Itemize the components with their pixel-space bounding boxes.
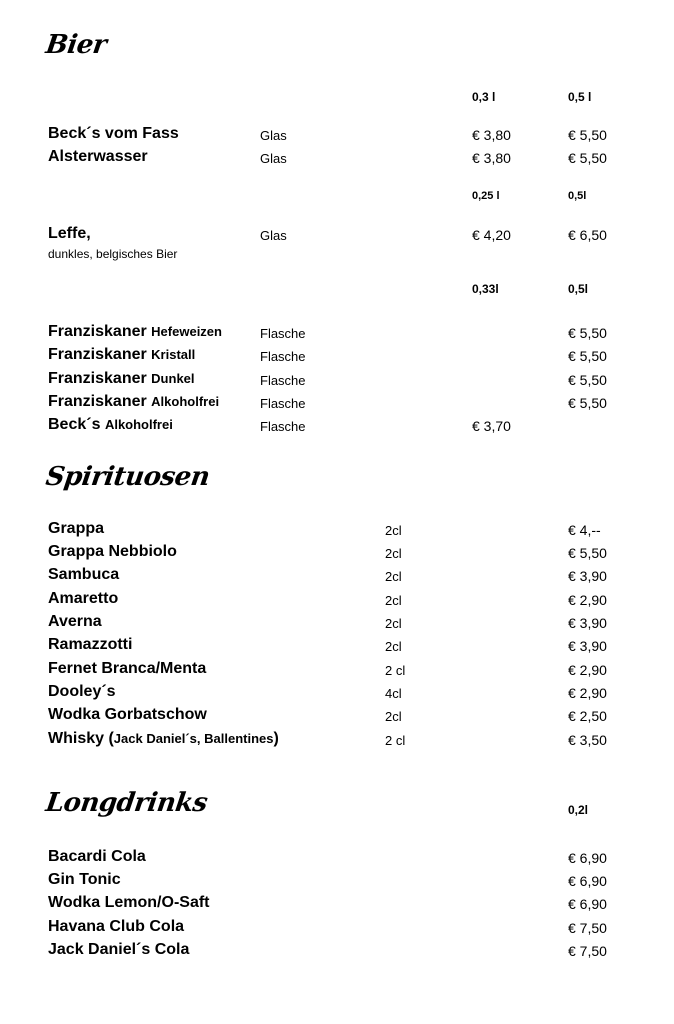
item-name: Bacardi Cola [48,848,146,865]
item-unit: Glas [260,228,287,243]
item-name: Grappa [48,520,105,537]
item-price: € 3,90 [568,615,607,631]
volume-header: 0,2l [568,803,589,817]
volume-header: 0,5l [568,190,587,202]
item-name: Beck´s vom Fass [48,125,179,142]
item-unit: 2cl [385,639,402,654]
item-price: € 5,50 [568,325,607,341]
item-name: Franziskaner Dunkel [48,370,195,387]
item-price: € 3,80 [472,150,511,166]
heading-spirituosen: Spirituosen [43,462,212,492]
item-name: Dooley´s [48,683,116,700]
item-price: € 7,50 [568,943,607,959]
item-price: € 6,90 [568,850,607,866]
item-name: Beck´s Alkoholfrei [48,416,173,433]
item-unit: 2cl [385,593,402,608]
item-price: € 5,50 [568,395,607,411]
item-price: € 3,50 [568,732,607,748]
item-unit: 4cl [385,686,402,701]
item-price: € 2,50 [568,708,607,724]
item-name: Franziskaner Alkoholfrei [48,393,220,410]
item-name: Franziskaner Kristall [48,346,196,363]
item-unit: 2cl [385,546,402,561]
item-name: Leffe, [48,225,91,242]
item-name: Averna [48,613,102,630]
item-name: Alsterwasser [48,148,148,165]
item-unit: 2cl [385,523,402,538]
item-price: € 5,50 [568,150,607,166]
item-unit: 2cl [385,616,402,631]
item-name: Ramazzotti [48,636,133,653]
volume-header: 0,5l [568,282,589,296]
item-unit: Flasche [260,373,306,388]
item-description: dunkles, belgisches Bier [48,247,178,261]
item-price: € 2,90 [568,662,607,678]
volume-header: 0,3 l [472,90,496,104]
item-unit: 2 cl [385,663,406,678]
item-unit: 2cl [385,709,402,724]
item-price: € 2,90 [568,685,607,701]
heading-bier: Bier [43,30,109,60]
item-unit: Glas [260,128,287,143]
item-price: € 5,50 [568,348,607,364]
item-name: Wodka Gorbatschow [48,706,207,723]
item-unit: Glas [260,151,287,166]
item-price: € 3,90 [568,638,607,654]
item-unit: Flasche [260,349,306,364]
item-price: € 4,20 [472,227,511,243]
item-price: € 5,50 [568,545,607,561]
volume-header: 0,33l [472,282,499,296]
item-name: Grappa Nebbiolo [48,543,177,560]
item-unit: 2 cl [385,733,406,748]
item-price: € 3,90 [568,568,607,584]
item-price: € 5,50 [568,127,607,143]
item-name: Wodka Lemon/O-Saft [48,894,210,911]
item-name: Havana Club Cola [48,918,185,935]
item-unit: Flasche [260,419,306,434]
item-price: € 4,-- [568,522,601,538]
item-price: € 6,90 [568,873,607,889]
item-price: € 3,70 [472,418,511,434]
item-unit: 2cl [385,569,402,584]
item-price: € 3,80 [472,127,511,143]
item-name: Franziskaner Hefeweizen [48,323,222,340]
item-price: € 5,50 [568,372,607,388]
item-unit: Flasche [260,326,306,341]
item-name: Whisky (Jack Daniel´s, Ballentines) [48,730,279,747]
item-name: Sambuca [48,566,120,583]
item-name: Jack Daniel´s Cola [48,941,190,958]
volume-header: 0,5 l [568,90,592,104]
item-name: Gin Tonic [48,871,121,888]
item-name: Amaretto [48,590,119,607]
heading-longdrinks: Longdrinks [43,788,210,818]
item-price: € 2,90 [568,592,607,608]
item-unit: Flasche [260,396,306,411]
volume-header: 0,25 l [472,190,500,202]
item-price: € 6,90 [568,896,607,912]
item-name: Fernet Branca/Menta [48,660,207,677]
item-price: € 7,50 [568,920,607,936]
item-price: € 6,50 [568,227,607,243]
